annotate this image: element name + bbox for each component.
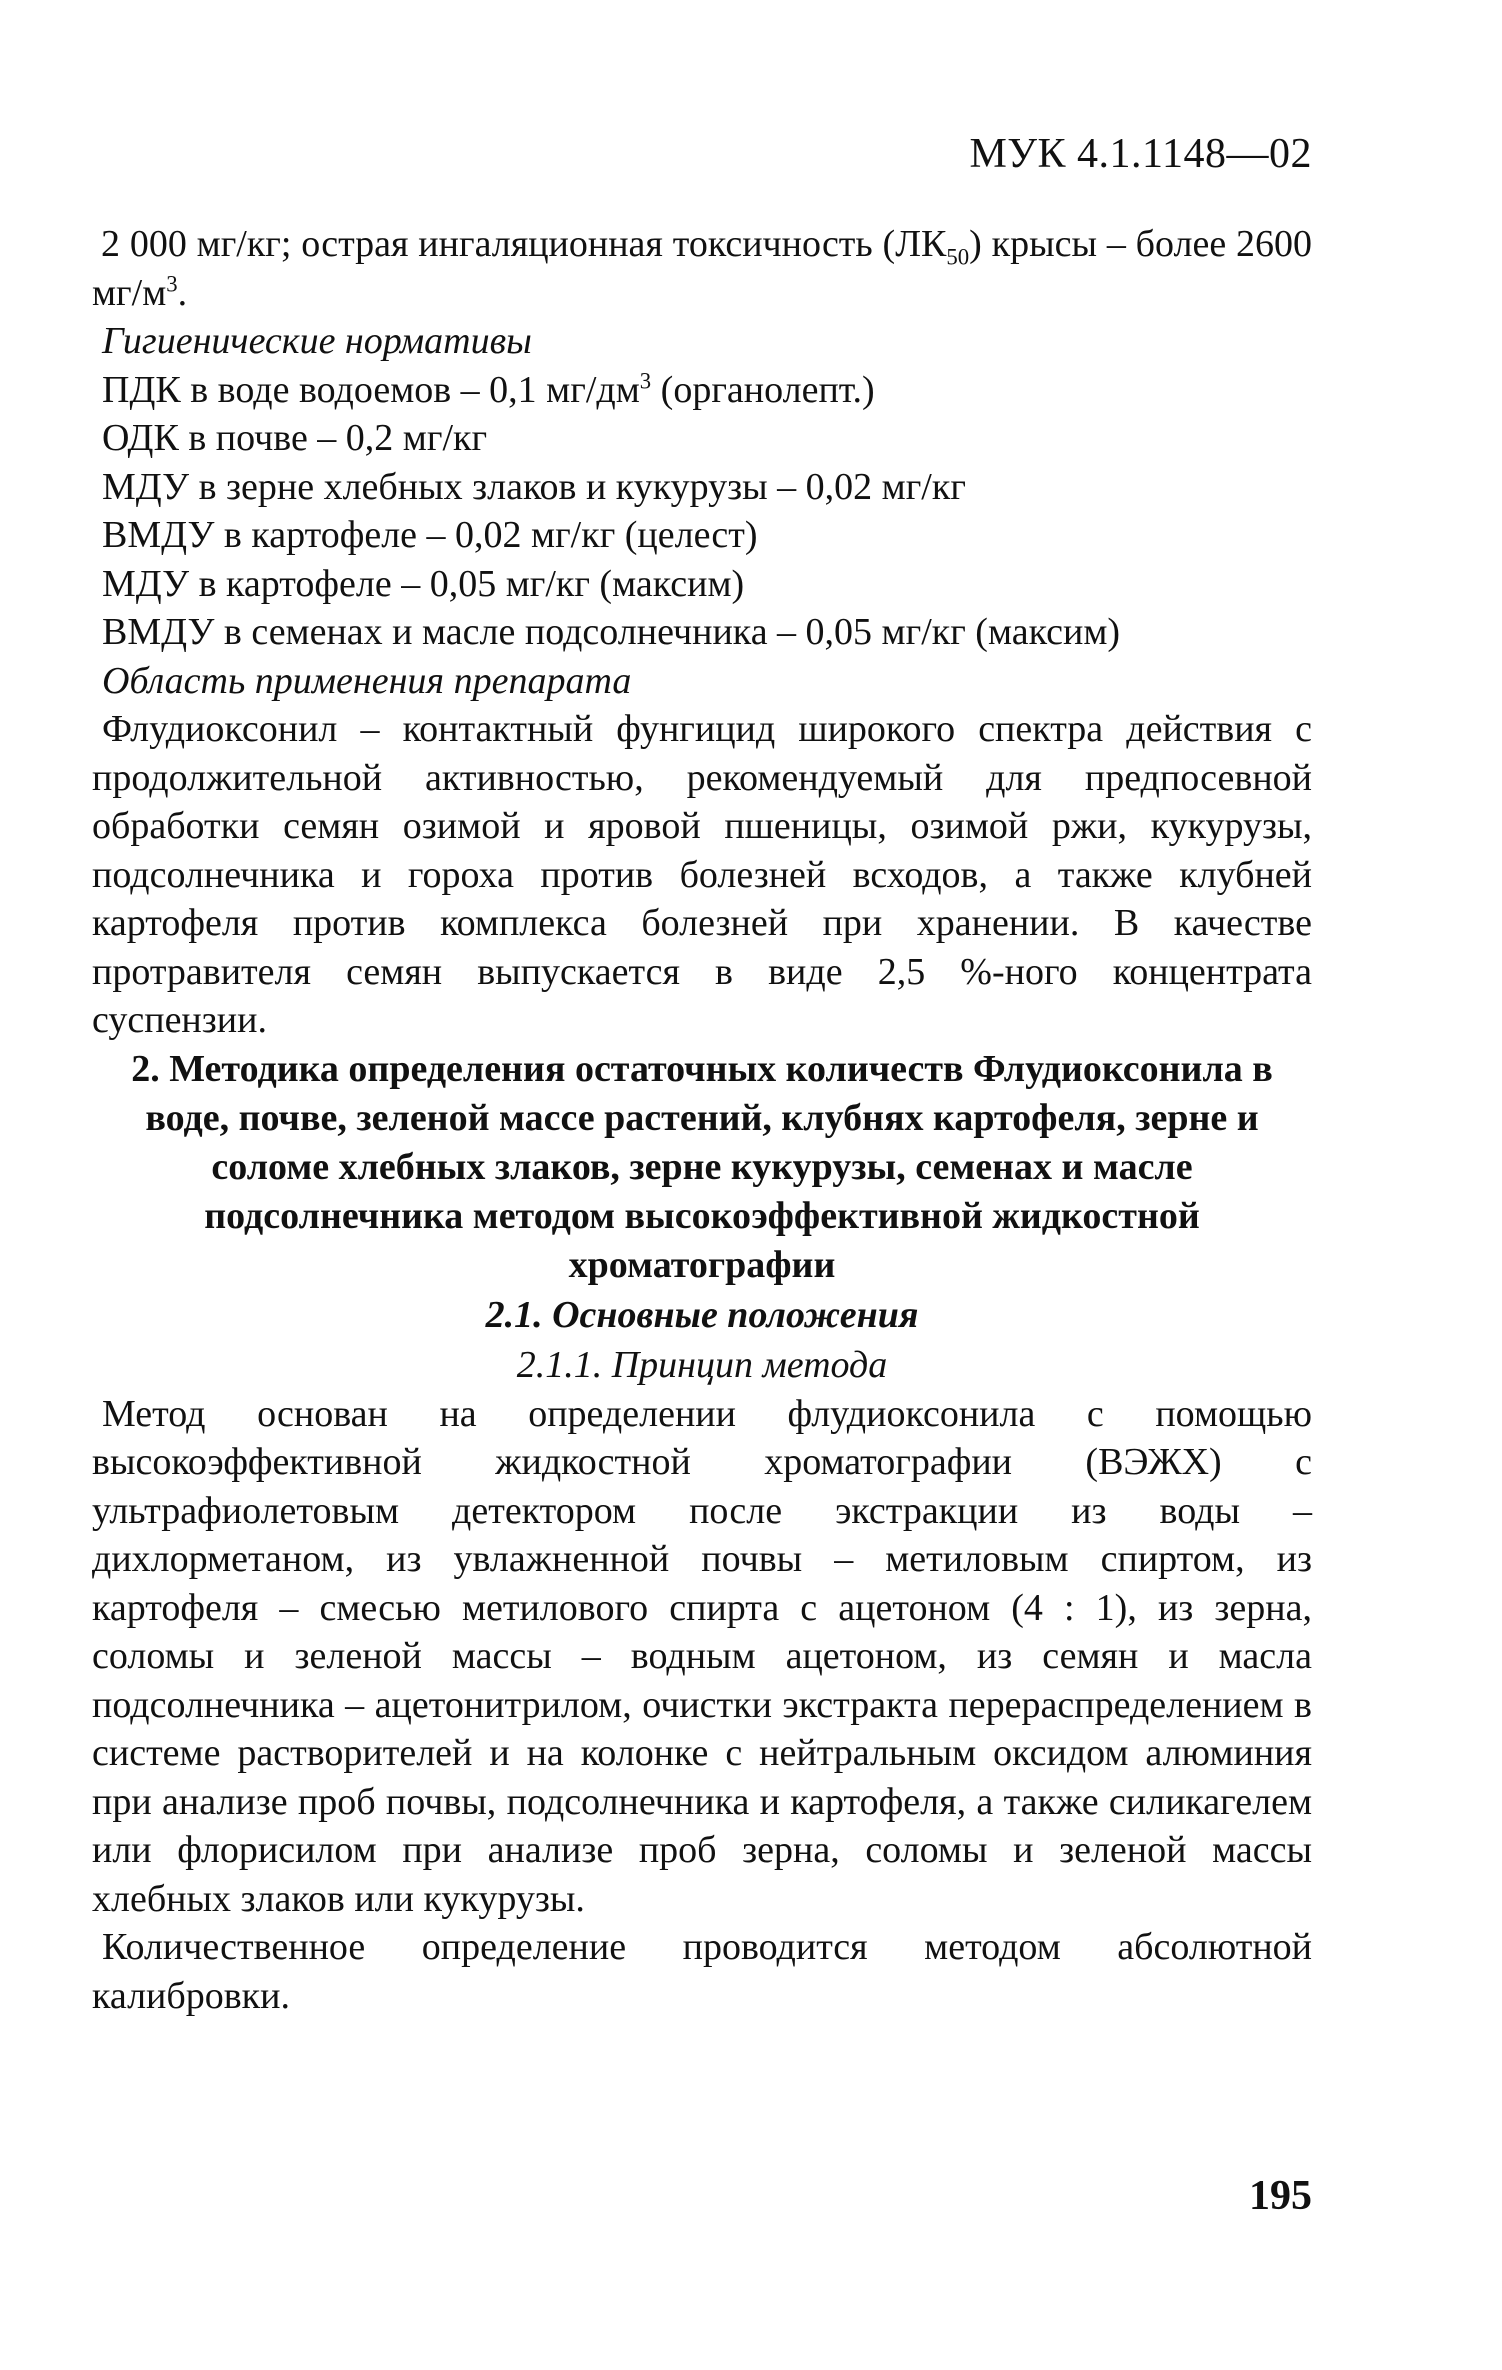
norm-odk: ОДК в почве – 0,2 мг/кг (102, 417, 488, 459)
quantification-paragraph: Количественное определение проводится методом абсолютной калибровки. (92, 1926, 1312, 2017)
document-code-header: МУК 4.1.1148—02 (969, 131, 1312, 177)
lk-subscript: 50 (946, 244, 970, 270)
application-paragraph: Флудиоксонил – контактный фунгицид широкого спектра действия с продолжительной активностью, рекомендуемый для предпосевной обработки семян озимой и яровой пшеницы, озимой ржи, кукурузы, подсолнечника и гороха против болезней всходов, а также клубней картофеля против комплекса болезней при хранении. В качестве протравителя семян выпускается в виде 2,5 %-ного концентрата суспензии. (92, 708, 1312, 1041)
section-2-title: 2. Методика определения остаточных количеств Флудиоксонила в воде, почве, зеленой массе растений, клубнях картофеля, зерне и соломе хлебных злаков, зерне кукурузы, семенах и масле подсолнечника методом высокоэффективной жидкостной хроматографии (131, 1047, 1273, 1286)
norm-pdk-suffix: (органолепт.) (651, 368, 875, 411)
norms-heading: Гигиенические нормативы (102, 320, 532, 362)
m-superscript: 3 (166, 270, 178, 296)
pdk-superscript: 3 (639, 367, 652, 393)
norm-vmdu-potato: ВМДУ в картофеле – 0,02 мг/кг (целест) (102, 514, 758, 556)
norm-pdk-text: ПДК в воде водоемов – 0,1 мг/дм (102, 368, 640, 411)
application-heading: Область применения препарата (102, 659, 632, 702)
toxicity-paragraph (92, 220, 1312, 317)
norm-mdu-grain: МДУ в зерне хлебных злаков и кукурузы – 0,02 мг/кг (102, 465, 966, 508)
norm-mdu-potato: МДУ в картофеле – 0,05 мг/кг (максим) (102, 562, 745, 605)
norm-vmdu-sunflower: ВМДУ в семенах и масле подсолнечника – 0,05 мг/кг (максим) (102, 611, 1121, 653)
subsection-2-1-title: 2.1. Основные положения (485, 1293, 919, 1336)
norm-pdk (92, 366, 1312, 415)
page-body (92, 220, 1312, 2020)
subsection-2-1-1-title: 2.1.1. Принцип метода (516, 1343, 888, 1386)
page-number: 195 (1249, 2173, 1312, 2219)
toxicity-end: . (177, 271, 188, 314)
method-principle-paragraph: Метод основан на определении флудиоксонила с помощью высокоэффективной жидкостной хроматографии (ВЭЖХ) с ультрафиолетовым детектором после экстракции из воды – дихлорметаном, из увлажненной почвы – метиловым спиртом, из картофеля – смесью метилового спирта с ацетоном (4 : 1), из зерна, соломы и зеленой массы – водным ацетоном, из семян и масла подсолнечника – ацетонитрилом, очистки экстракта перераспределением в системе растворителей и на колонке с нейтральным оксидом алюминия при анализе проб почвы, подсолнечника и картофеля, а также силикагелем или флорисилом при анализе проб зерна, соломы и зеленой массы хлебных злаков или кукурузы. (92, 1392, 1312, 1920)
toxicity-text-2: ) крысы – более 2600 мг/м (92, 223, 1313, 314)
toxicity-text-1: 2 000 мг/кг; острая ингаляционная токсичность (ЛК (101, 223, 947, 265)
